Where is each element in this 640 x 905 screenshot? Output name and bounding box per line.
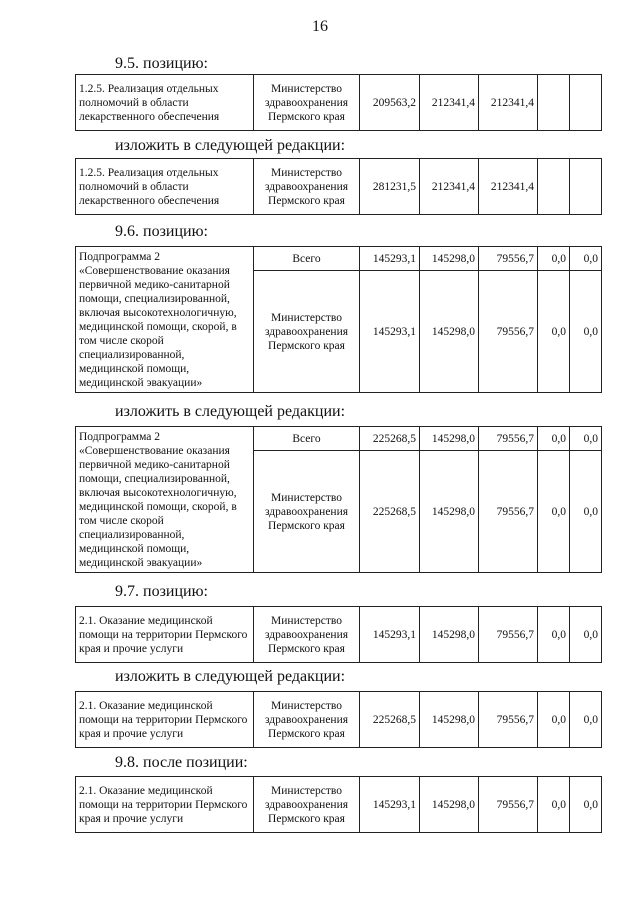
executor-cell: Министерство здравоохранения Пермского края bbox=[254, 159, 360, 215]
value-cell: 212341,4 bbox=[479, 159, 538, 215]
value-cell: 0,0 bbox=[538, 427, 570, 451]
section-heading-9-8: 9.8. после позиции: bbox=[115, 754, 248, 771]
position-table-9-6-new bbox=[75, 426, 602, 573]
executor-cell: Министерство здравоохранения Пермского края bbox=[254, 451, 360, 573]
value-cell: 212341,4 bbox=[420, 159, 479, 215]
value-cell: 0,0 bbox=[570, 692, 602, 748]
value-cell: 225268,5 bbox=[360, 451, 420, 573]
value-cell bbox=[538, 75, 570, 131]
value-cell: 79556,7 bbox=[479, 271, 538, 393]
value-cell: 0,0 bbox=[538, 247, 570, 271]
value-cell: 0,0 bbox=[538, 607, 570, 663]
position-name: 2.1. Оказание медицинской помощи на территории Пермского края и прочие услуги bbox=[76, 607, 254, 663]
table-row bbox=[76, 75, 602, 131]
value-cell bbox=[570, 159, 602, 215]
value-cell: 0,0 bbox=[570, 451, 602, 573]
total-label: Всего bbox=[254, 427, 360, 451]
value-cell bbox=[538, 159, 570, 215]
value-cell: 79556,7 bbox=[479, 451, 538, 573]
value-cell: 225268,5 bbox=[360, 427, 420, 451]
position-table-9-8 bbox=[75, 776, 602, 833]
value-cell: 0,0 bbox=[538, 692, 570, 748]
value-cell: 145293,1 bbox=[360, 607, 420, 663]
section-heading-9-6: 9.6. позицию: bbox=[115, 223, 208, 240]
position-name: Подпрограмма 2 «Совершенствование оказания первичной медико-санитарной помощи, специализированной, включая высокотехнологичную, медицинской помощи, скорой, в том числе скорой специализированной, медицинской помощи, медицинской эвакуации» bbox=[76, 427, 254, 573]
value-cell: 145293,1 bbox=[360, 271, 420, 393]
value-cell: 145298,0 bbox=[420, 607, 479, 663]
value-cell: 0,0 bbox=[538, 271, 570, 393]
position-name: 2.1. Оказание медицинской помощи на территории Пермского края и прочие услуги bbox=[76, 777, 254, 833]
value-cell: 79556,7 bbox=[479, 427, 538, 451]
section-heading-9-5: 9.5. позицию: bbox=[115, 55, 208, 72]
value-cell: 0,0 bbox=[570, 247, 602, 271]
position-name: 1.2.5. Реализация отдельных полномочий в области лекарственного обеспечения bbox=[76, 159, 254, 215]
table-row bbox=[76, 427, 602, 451]
table-row bbox=[76, 607, 602, 663]
executor-cell: Министерство здравоохранения Пермского края bbox=[254, 75, 360, 131]
value-cell: 145298,0 bbox=[420, 271, 479, 393]
value-cell: 145298,0 bbox=[420, 427, 479, 451]
position-table-9-7-new bbox=[75, 691, 602, 748]
position-table-9-6-old bbox=[75, 246, 602, 393]
executor-cell: Министерство здравоохранения Пермского края bbox=[254, 271, 360, 393]
executor-cell: Министерство здравоохранения Пермского края bbox=[254, 607, 360, 663]
page-number: 16 bbox=[312, 18, 328, 35]
value-cell: 145293,1 bbox=[360, 247, 420, 271]
value-cell: 281231,5 bbox=[360, 159, 420, 215]
value-cell: 212341,4 bbox=[420, 75, 479, 131]
value-cell: 0,0 bbox=[570, 777, 602, 833]
executor-cell: Министерство здравоохранения Пермского края bbox=[254, 692, 360, 748]
value-cell: 145298,0 bbox=[420, 777, 479, 833]
table-row bbox=[76, 247, 602, 271]
position-table-9-5-new bbox=[75, 158, 602, 215]
value-cell: 0,0 bbox=[570, 607, 602, 663]
position-name: 2.1. Оказание медицинской помощи на территории Пермского края и прочие услуги bbox=[76, 692, 254, 748]
value-cell: 145298,0 bbox=[420, 692, 479, 748]
position-name: 1.2.5. Реализация отдельных полномочий в области лекарственного обеспечения bbox=[76, 75, 254, 131]
section-heading-9-7: 9.7. позицию: bbox=[115, 583, 208, 600]
value-cell: 0,0 bbox=[570, 427, 602, 451]
value-cell: 79556,7 bbox=[479, 247, 538, 271]
value-cell: 212341,4 bbox=[479, 75, 538, 131]
value-cell bbox=[570, 75, 602, 131]
position-table-9-7-old bbox=[75, 606, 602, 663]
value-cell: 79556,7 bbox=[479, 777, 538, 833]
total-label: Всего bbox=[254, 247, 360, 271]
table-row bbox=[76, 159, 602, 215]
value-cell: 79556,7 bbox=[479, 607, 538, 663]
table-row bbox=[76, 777, 602, 833]
value-cell: 79556,7 bbox=[479, 692, 538, 748]
position-name: Подпрограмма 2 «Совершенствование оказания первичной медико-санитарной помощи, специализированной, включая высокотехнологичную, медицинской помощи, скорой, в том числе скорой специализированной, медицинской помощи, медицинской эвакуации» bbox=[76, 247, 254, 393]
value-cell: 209563,2 bbox=[360, 75, 420, 131]
table-row bbox=[76, 692, 602, 748]
section-heading-9-5-new: изложить в следующей редакции: bbox=[115, 137, 346, 154]
value-cell: 0,0 bbox=[538, 777, 570, 833]
position-table-9-5-old bbox=[75, 74, 602, 131]
value-cell: 145298,0 bbox=[420, 247, 479, 271]
executor-cell: Министерство здравоохранения Пермского края bbox=[254, 777, 360, 833]
value-cell: 225268,5 bbox=[360, 692, 420, 748]
section-heading-9-7-new: изложить в следующей редакции: bbox=[115, 668, 346, 685]
value-cell: 0,0 bbox=[538, 451, 570, 573]
section-heading-9-6-new: изложить в следующей редакции: bbox=[115, 403, 346, 420]
value-cell: 145298,0 bbox=[420, 451, 479, 573]
value-cell: 0,0 bbox=[570, 271, 602, 393]
value-cell: 145293,1 bbox=[360, 777, 420, 833]
